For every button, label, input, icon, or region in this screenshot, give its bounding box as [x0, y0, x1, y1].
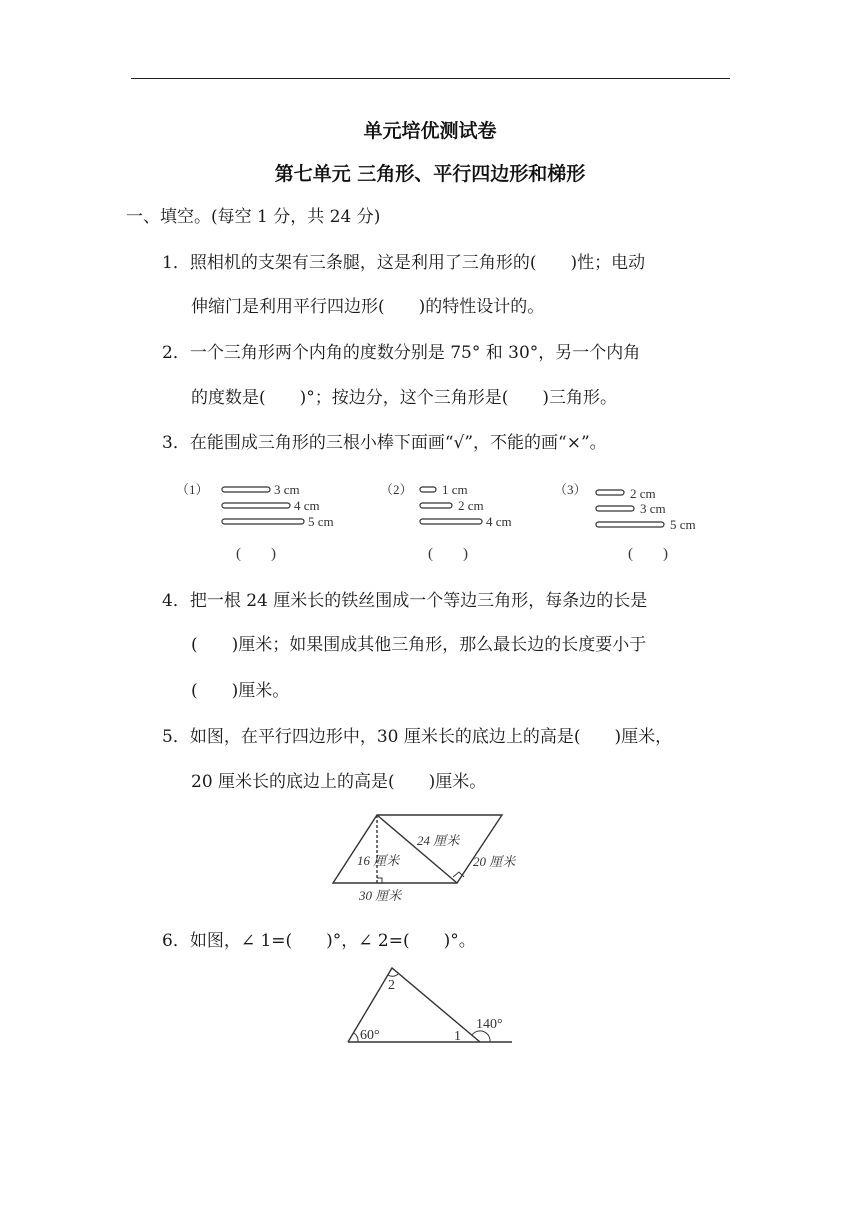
stick-length: 3 cm: [640, 501, 666, 516]
q1-line2: 伸缩门是利用平行四边形( )的特性设计的。: [191, 297, 545, 317]
right-angle-mark: [377, 878, 382, 883]
answer-blank: ( ): [236, 546, 276, 562]
q6-line1: 6．如图，∠ 1=( )°，∠ 2=( )°。: [162, 931, 476, 951]
angle-arc: [472, 1031, 490, 1042]
stick: [222, 503, 290, 508]
stick-length: 2 cm: [630, 486, 656, 501]
header-rule: [131, 78, 730, 79]
stick: [222, 487, 270, 492]
answer-blank: ( ): [628, 546, 668, 562]
q3-line1: 3．在能围成三角形的三根小棒下面画“√”，不能的画“×”。: [162, 433, 607, 453]
sticks-figure: [170, 478, 730, 568]
q4-line3: ( )厘米。: [191, 681, 290, 701]
stick-length: 4 cm: [486, 514, 512, 529]
answer-blank: ( ): [428, 546, 468, 562]
stick-group-label-2: （2）: [380, 482, 413, 497]
triangle-figure: [340, 960, 520, 1050]
section-heading: 一、填空。(每空 1 分，共 24 分): [126, 207, 381, 227]
stick: [420, 487, 436, 492]
parallelogram-figure: [325, 808, 540, 908]
stick: [596, 522, 664, 527]
q4-line2: ( )厘米；如果围成其他三角形，那么最长边的长度要小于: [191, 635, 647, 655]
angle-140-label: 140°: [476, 1017, 503, 1032]
q2-line1: 2．一个三角形两个内角的度数分别是 75° 和 30°，另一个内角: [162, 343, 641, 363]
page-subtitle: 第七单元 三角形、平行四边形和梯形: [274, 163, 586, 185]
diagonal-label: 24 厘米: [417, 833, 460, 848]
stick-length: 3 cm: [274, 482, 300, 497]
stick: [420, 503, 452, 508]
stick: [596, 490, 624, 495]
stick-length: 5 cm: [670, 517, 696, 532]
stick-group-label-3: （3）: [554, 482, 587, 497]
angle-arc: [354, 1033, 358, 1042]
q4-line1: 4．把一根 24 厘米长的铁丝围成一个等边三角形，每条边的长是: [162, 591, 648, 611]
stick: [596, 506, 634, 511]
stick-length: 1 cm: [442, 482, 468, 497]
stick-group-label-1: （1）: [176, 482, 209, 497]
q1-line1: 1．照相机的支架有三条腿，这是利用了三角形的( )性；电动: [162, 253, 646, 273]
angle-arc: [388, 974, 398, 976]
q5-line2: 20 厘米长的底边上的高是( )厘米。: [191, 772, 487, 792]
angle-2-label: 2: [388, 978, 395, 993]
stick-length: 5 cm: [308, 514, 334, 529]
stick: [222, 519, 304, 524]
height-label: 16 厘米: [357, 853, 400, 868]
stick-length: 2 cm: [458, 498, 484, 513]
page-title: 单元培优测试卷: [363, 120, 497, 142]
angle-60-label: 60°: [360, 1028, 380, 1043]
stick-length: 4 cm: [294, 498, 320, 513]
base-label: 30 厘米: [359, 888, 402, 903]
angle-1-label: 1: [454, 1029, 461, 1044]
side-label: 20 厘米: [473, 854, 516, 869]
q2-line2: 的度数是( )°；按边分，这个三角形是( )三角形。: [191, 388, 618, 408]
q5-line1: 5．如图，在平行四边形中，30 厘米长的底边上的高是( )厘米，: [162, 727, 673, 747]
diagonal-line: [377, 815, 457, 883]
stick: [420, 519, 482, 524]
